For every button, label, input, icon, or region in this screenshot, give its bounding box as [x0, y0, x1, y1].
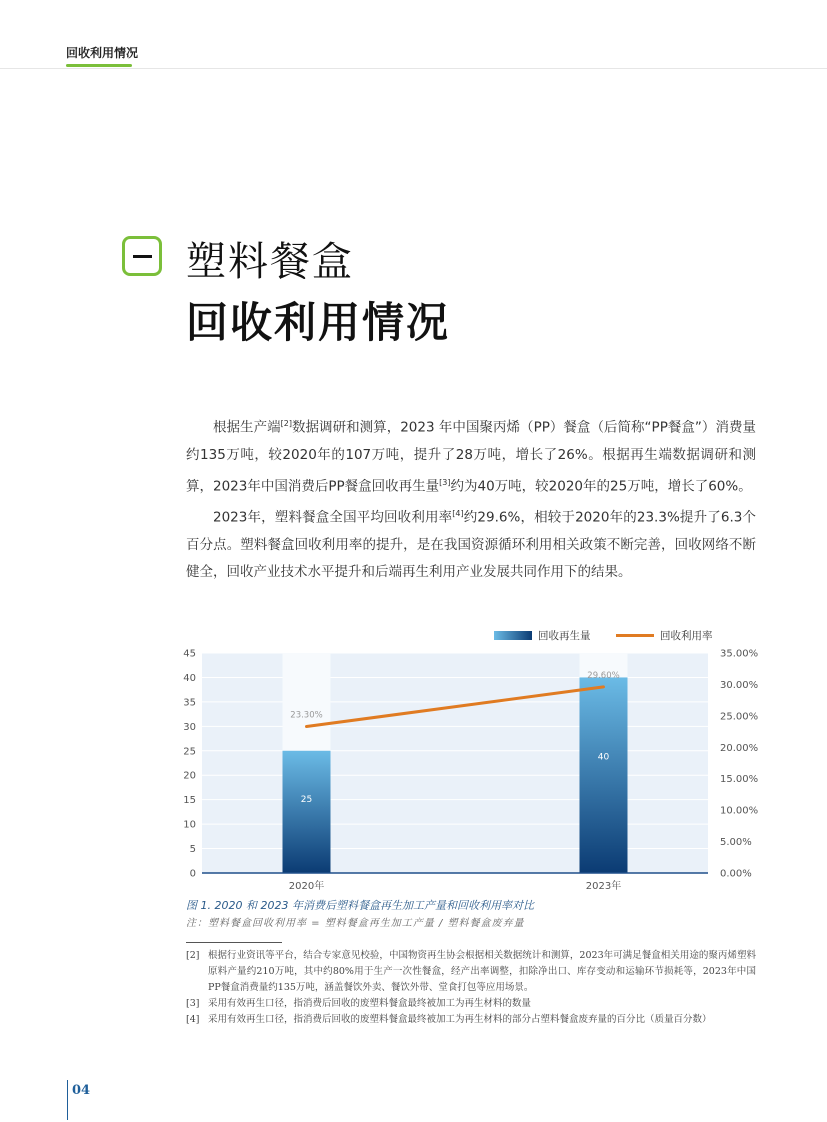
- right-axis-tick-label: 30.00%: [720, 679, 759, 691]
- legend-swatch-bar: [494, 631, 532, 640]
- right-axis-tick-label: 20.00%: [720, 742, 759, 754]
- line-data-label: 23.30%: [290, 710, 323, 721]
- page-number: 04: [72, 1083, 91, 1098]
- footnotes: [186, 948, 756, 1028]
- paragraph-1: [186, 410, 756, 500]
- legend-label-line: 回收利用率: [660, 630, 713, 642]
- left-axis-tick-label: 15: [183, 795, 196, 807]
- left-axis-tick-label: 10: [183, 819, 196, 831]
- line-data-label: 29.60%: [587, 670, 620, 681]
- right-axis-tick-label: 5.00%: [720, 837, 752, 849]
- x-axis-tick-label: 2020年: [288, 881, 325, 892]
- plot-background: [202, 653, 708, 873]
- right-axis-tick-label: 25.00%: [720, 711, 759, 723]
- left-axis-tick-label: 40: [183, 672, 196, 684]
- right-axis-tick-label: 10.00%: [720, 805, 759, 817]
- page-header: [0, 0, 827, 69]
- footnote-divider: [186, 942, 282, 943]
- left-axis-tick-label: 20: [183, 770, 196, 782]
- combo-chart: [176, 622, 766, 892]
- right-axis-tick-label: 15.00%: [720, 774, 759, 786]
- right-axis-tick-label: 35.00%: [720, 648, 759, 660]
- footnote-ref-2: [2]: [280, 419, 292, 428]
- left-axis-tick-label: 30: [183, 721, 196, 733]
- figure-caption: 图 1. 2020 和 2023 年消费后塑料餐盒再生加工产量和回收利用率对比: [186, 899, 534, 912]
- chart-container: [176, 622, 766, 892]
- left-axis-tick-label: 25: [183, 746, 196, 758]
- left-axis-tick-label: 45: [183, 648, 196, 660]
- p1-text-a: 根据生产端: [213, 419, 281, 436]
- body-text: [186, 410, 756, 586]
- chapter-number-badge: [122, 236, 162, 276]
- chapter-number-one: [133, 255, 152, 258]
- footnote-4: [4] 采用有效再生口径，指消费后回收的废塑料餐盒最终被加工为再生材料的部分占塑料餐盒废弃量的百分比（质量百分数）: [186, 1014, 712, 1025]
- bar: [580, 677, 628, 873]
- footnote-ref-4: [4]: [452, 509, 464, 518]
- p1-text-c: 约为40万吨，较2020年的25万吨，增长了60%。: [450, 478, 752, 494]
- left-axis-tick-label: 5: [189, 844, 196, 856]
- left-axis-tick-label: 35: [183, 697, 196, 709]
- bar: [283, 751, 331, 873]
- figure-note: 注：塑料餐盒回收利用率 = 塑料餐盒再生加工产量 / 塑料餐盒废弃量: [186, 918, 525, 929]
- left-axis-tick-label: 0: [189, 868, 196, 880]
- bar-data-label: 25: [300, 795, 313, 806]
- header-section-title: 回收利用情况: [66, 46, 139, 60]
- legend-label-bar: 回收再生量: [538, 630, 591, 642]
- right-axis-tick-label: 0.00%: [720, 868, 752, 880]
- x-axis-tick-label: 2023年: [585, 881, 622, 892]
- chapter-title-line2: 回收利用情况: [186, 298, 451, 347]
- paragraph-2: [186, 500, 756, 586]
- p1-text-b: 数据调研和测算，2023 年中国聚丙烯（PP）餐盒（后简称“PP餐盒”）消费量约135万吨，较2020年的107万吨，提升了28万吨，增长了26%。根据再生端数据调研和测算，2023年中国消费后PP餐盒回收再生量: [186, 419, 757, 494]
- bar-data-label: 40: [597, 752, 610, 763]
- footnote-2: [2] 根据行业资讯等平台，结合专家意见校验，中国物资再生协会根据相关数据统计和测算，2023年可满足餐盒相关用途的聚丙烯塑料原料产量约210万吨，其中约80%用于生产一次性餐盒，经产出率调整，扣除净出口、库存变动和运输环节损耗等，2023年中国PP餐盒消费量约135万吨，涵盖餐饮外卖、餐饮外带、堂食打包等应用场景。: [186, 950, 756, 993]
- page-number-rule: [67, 1080, 68, 1120]
- footnote-ref-3: [3]: [439, 477, 451, 487]
- footnote-3: [3] 采用有效再生口径，指消费后回收的废塑料餐盒最终被加工为再生材料的数量: [186, 998, 532, 1009]
- chapter-title-line1: 塑料餐盒: [186, 239, 354, 285]
- header-underline: [66, 64, 132, 67]
- p2-text-b: 约29.6%，相较于2020年的23.3%提升了6.3个百分点。塑料餐盒回收利用率的提升，是在我国资源循环利用相关政策不断完善，回收网络不断健全，回收产业技术水平提升和后端再生利用产业发展共同作用下的结果。: [186, 509, 756, 580]
- p2-text-a: 2023年，塑料餐盒全国平均回收利用率: [213, 509, 453, 526]
